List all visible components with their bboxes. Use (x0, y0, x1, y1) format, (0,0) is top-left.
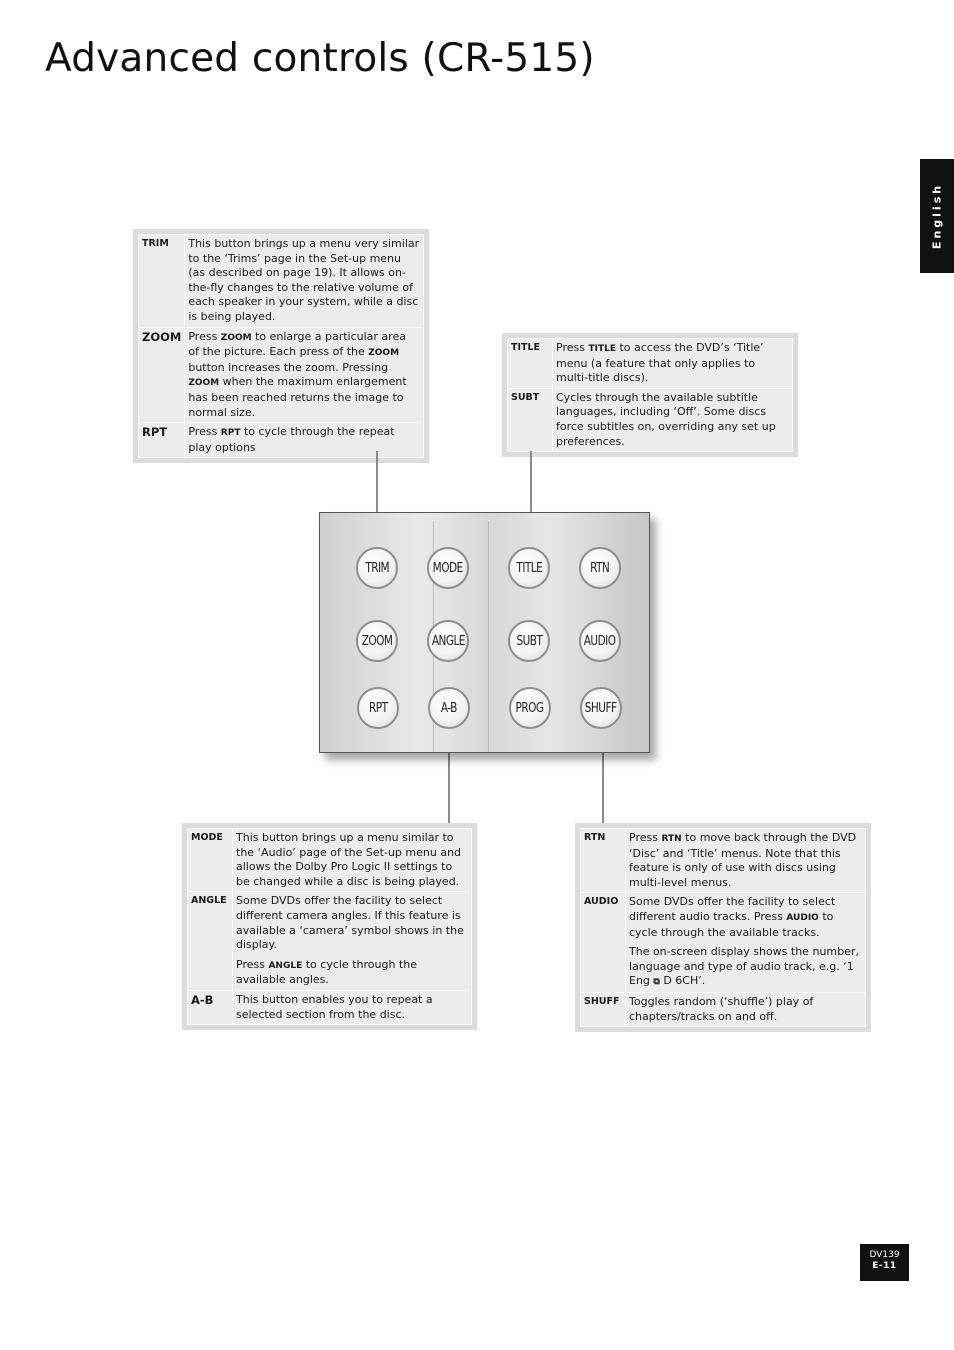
callout-key: SHUFF (581, 992, 626, 1026)
callout-paragraph (236, 831, 468, 889)
callout-description (185, 423, 424, 458)
callout-key: MODE (188, 829, 233, 892)
callout-text: to access the DVD’s ‘Title’ menu (a feature that only applies to multi-title discs). (556, 341, 764, 385)
callout-paragraph (629, 895, 862, 940)
callout-text: Some DVDs offer the facility to select different audio tracks. Press (629, 895, 836, 923)
button-keyword: ZOOM (220, 332, 252, 343)
callout-text: Press (556, 341, 589, 354)
callout-key: RTN (581, 829, 626, 893)
callout-key: AUDIO (581, 893, 626, 993)
callout-description (233, 892, 472, 991)
callout-text: to enlarge a particular area of the picture. Each press of the (188, 329, 406, 359)
callout-paragraph (556, 341, 789, 386)
callout-text: This button enables you to repeat a selected section from the disc. (236, 992, 433, 1021)
callout-text: Press (629, 831, 662, 844)
callout-description (233, 829, 472, 892)
remote-button-subt: SUBT (508, 620, 550, 662)
callout-description (233, 990, 472, 1024)
callout-text: when the maximum enlargement has been reached returns the image to normal size. (188, 375, 407, 419)
remote-button-rtn: RTN (579, 547, 621, 589)
connector-line-ab (448, 743, 450, 823)
callout-text: D 6CH’. (659, 974, 706, 988)
callout-text: The on-screen display shows the number, language and type of audio track, e.g. ‘1 Eng (629, 945, 859, 988)
callout-paragraph (188, 330, 420, 421)
callout-key: A-B (188, 990, 233, 1024)
callout-key: RPT (139, 423, 185, 458)
button-keyword: RTN (661, 834, 682, 844)
dolby-logo-icon: ⧉ (653, 977, 660, 988)
callout-text: Cycles through the available subtitle languages, including ‘Off’. Some discs force subtitles on, overriding any set up preferences. (556, 390, 776, 448)
callout-paragraph (629, 831, 862, 890)
remote-button-trim: TRIM (356, 547, 398, 589)
callout-description (626, 992, 866, 1026)
remote-divider (488, 521, 489, 752)
callout-paragraph (629, 945, 862, 990)
callout-row (188, 829, 472, 892)
remote-button-title: TITLE (508, 547, 550, 589)
button-keyword: ZOOM (188, 378, 220, 389)
callout-description (626, 829, 866, 893)
callout-paragraph (236, 894, 468, 952)
callout-text: This button brings up a menu very similar to the ‘Trims’ page in the Set-up menu (as described on page 19). It allows on-the-fly changes to the relative volume of each speaker in your system, while a disc is being played. (188, 237, 420, 323)
callout-text: to cycle through the available tracks. (629, 909, 834, 939)
callout-description (553, 388, 793, 451)
callout-text: Press (236, 957, 269, 971)
page-number: E-11 (872, 1261, 897, 1271)
callout-key: SUBT (508, 388, 553, 451)
callout-paragraph (236, 958, 468, 988)
callout-row (508, 388, 793, 451)
callout-paragraph (629, 995, 862, 1024)
callout-row (188, 990, 472, 1024)
remote-button-audio: AUDIO (579, 620, 621, 662)
connector-line-shuff (602, 743, 604, 823)
callout-description (553, 339, 793, 389)
callout-text: Toggles random (‘shuffle’) play of chapters/tracks on and off. (629, 994, 814, 1023)
callout-table (187, 828, 472, 1025)
callout-paragraph (236, 993, 468, 1022)
callout-top-right (502, 333, 798, 457)
callout-bottom-left (182, 823, 477, 1030)
remote-button-ab: A-B (428, 687, 470, 729)
callout-table (580, 828, 866, 1027)
callout-text: Some DVDs offer the facility to select different camera angles. If this feature is available a ‘camera’ symbol shows in the display. (236, 894, 464, 952)
callout-row (139, 423, 424, 458)
callout-paragraph (556, 391, 789, 449)
callout-table (507, 338, 793, 452)
remote-button-zoom: ZOOM (356, 620, 398, 662)
button-keyword: TITLE (588, 344, 616, 354)
callout-text: Press (188, 425, 221, 439)
callout-bottom-right (575, 823, 871, 1032)
language-tab (920, 159, 954, 273)
callout-text: Press (188, 329, 221, 343)
button-keyword: ANGLE (268, 960, 303, 971)
callout-row (139, 327, 424, 423)
callout-text: to move back through the DVD ‘Disc’ and ‘Title’ menus. Note that this feature is only of use with discs using multi-level menus. (629, 831, 857, 889)
remote-button-mode: MODE (427, 547, 469, 589)
callout-description (185, 327, 424, 423)
page-footer (860, 1244, 909, 1281)
callout-row (508, 339, 793, 389)
callout-key: ANGLE (188, 892, 233, 991)
callout-row (581, 992, 866, 1026)
callout-row (139, 235, 424, 328)
callout-key: ZOOM (139, 327, 185, 423)
callout-text: to cycle through the repeat play options (188, 425, 395, 454)
callout-table (138, 234, 424, 458)
callout-description (626, 893, 866, 993)
callout-key: TITLE (508, 339, 553, 389)
button-keyword: AUDIO (786, 912, 819, 923)
callout-row (581, 829, 866, 893)
callout-description (185, 235, 424, 328)
callout-text: to cycle through the available angles. (236, 957, 417, 987)
button-keyword: ZOOM (368, 348, 400, 359)
callout-top-left (133, 229, 429, 463)
remote-button-angle: ANGLE (427, 620, 469, 662)
remote-button-prog: PROG (509, 687, 551, 729)
callout-key: TRIM (139, 235, 185, 328)
callout-text: button increases the zoom. Pressing (188, 360, 389, 374)
remote-illustration (319, 512, 650, 753)
callout-paragraph (188, 425, 420, 455)
remote-button-rpt: RPT (357, 687, 399, 729)
model-number: DV139 (869, 1250, 900, 1260)
callout-row (581, 893, 866, 993)
remote-button-shuff: SHUFF (580, 687, 622, 729)
page-title: Advanced controls (CR-515) (45, 36, 595, 81)
language-tab-label: English (930, 182, 944, 250)
callout-text: This button brings up a menu similar to the ‘Audio’ page of the Set-up menu and allows the Dolby Pro Logic II settings to be changed while a disc is being played. (236, 831, 462, 888)
callout-row (188, 892, 472, 991)
button-keyword: RPT (220, 428, 241, 439)
callout-paragraph (188, 237, 420, 325)
